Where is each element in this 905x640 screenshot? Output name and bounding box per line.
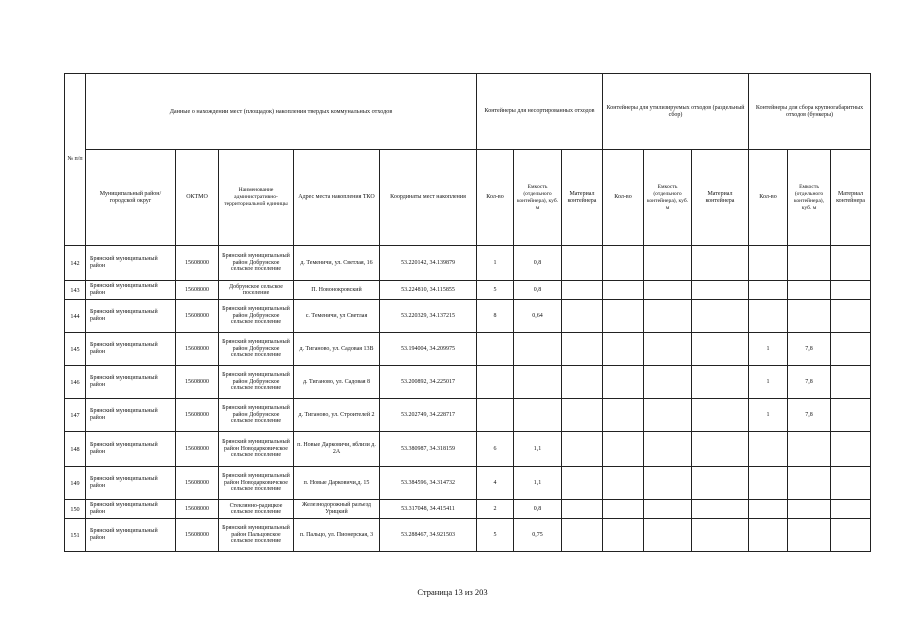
header-row-groups <box>65 74 871 150</box>
cell-coords: 53.384596, 34.314732 <box>380 467 477 500</box>
cell-qty-sorted <box>603 246 644 281</box>
table-body <box>65 246 871 552</box>
cell-district: Брянский муниципальный район <box>86 519 176 552</box>
header-num: № п/п <box>65 74 86 246</box>
cell-oktmo: 15608000 <box>176 432 219 467</box>
cell-qty-sorted <box>603 467 644 500</box>
header-coords: Координаты мест накопления <box>380 150 477 246</box>
cell-address: Железнодорожный разъезд Урицкий <box>294 500 380 519</box>
cell-material-sorted <box>692 432 749 467</box>
cell-name: Брянский муниципальный район Добрунское сельское поселение <box>219 246 294 281</box>
cell-address: д. Тиганово, ул. Садовая 8 <box>294 366 380 399</box>
cell-capacity-unsorted <box>514 366 562 399</box>
cell-oktmo: 15608000 <box>176 399 219 432</box>
cell-capacity-sorted <box>644 432 692 467</box>
cell-material-bulky <box>831 519 871 552</box>
cell-qty-sorted <box>603 333 644 366</box>
cell-name: Добрунское сельское поселение <box>219 281 294 300</box>
cell-capacity-unsorted: 0,75 <box>514 519 562 552</box>
cell-name: Брянский муниципальный район Новодарковичское сельское поселение <box>219 432 294 467</box>
header-qty-bulky: Кол-во <box>749 150 788 246</box>
cell-material-bulky <box>831 333 871 366</box>
cell-oktmo: 15608000 <box>176 500 219 519</box>
cell-capacity-unsorted: 0,8 <box>514 246 562 281</box>
waste-sites-table <box>64 73 871 552</box>
cell-qty-bulky: 1 <box>749 366 788 399</box>
cell-coords: 53.220142, 34.139879 <box>380 246 477 281</box>
cell-capacity-unsorted <box>514 399 562 432</box>
cell-num: 142 <box>65 246 86 281</box>
cell-qty-bulky <box>749 300 788 333</box>
cell-num: 146 <box>65 366 86 399</box>
cell-capacity-sorted <box>644 366 692 399</box>
cell-district: Брянский муниципальный район <box>86 300 176 333</box>
cell-coords: 53.224810, 34.115855 <box>380 281 477 300</box>
table-row <box>65 399 871 432</box>
cell-qty-sorted <box>603 519 644 552</box>
cell-name: Брянский муниципальный район Добрунское сельское поселение <box>219 399 294 432</box>
cell-oktmo: 15608000 <box>176 366 219 399</box>
cell-material-sorted <box>692 467 749 500</box>
header-qty-unsorted: Кол-во <box>477 150 514 246</box>
cell-material-bulky <box>831 500 871 519</box>
cell-num: 148 <box>65 432 86 467</box>
cell-material-bulky <box>831 246 871 281</box>
cell-qty-unsorted <box>477 366 514 399</box>
header-address: Адрес места накопления ТКО <box>294 150 380 246</box>
cell-name: Брянский муниципальный район Добрунское сельское поселение <box>219 333 294 366</box>
cell-oktmo: 15608000 <box>176 300 219 333</box>
table-row <box>65 519 871 552</box>
table-row <box>65 333 871 366</box>
cell-address: п. Новые Дарковичи, вблизи д. 2А <box>294 432 380 467</box>
cell-qty-bulky <box>749 519 788 552</box>
cell-material-bulky <box>831 366 871 399</box>
cell-material-unsorted <box>562 399 603 432</box>
header-group-location: Данные о нахождении мест (площадок) накопления твердых коммунальных отходов <box>86 74 477 150</box>
cell-material-unsorted <box>562 519 603 552</box>
cell-coords: 53.317048, 34.415411 <box>380 500 477 519</box>
cell-qty-unsorted: 5 <box>477 281 514 300</box>
cell-qty-bulky <box>749 467 788 500</box>
header-group-unsorted: Контейнеры для несортированных отходов <box>477 74 603 150</box>
cell-name: Стеклянно-радицкое сельское поселение <box>219 500 294 519</box>
cell-capacity-sorted <box>644 500 692 519</box>
cell-oktmo: 15608000 <box>176 281 219 300</box>
cell-material-sorted <box>692 519 749 552</box>
cell-capacity-bulky: 7,8 <box>788 399 831 432</box>
cell-capacity-sorted <box>644 467 692 500</box>
cell-capacity-unsorted <box>514 333 562 366</box>
cell-material-unsorted <box>562 500 603 519</box>
cell-capacity-bulky: 7,8 <box>788 366 831 399</box>
cell-num: 145 <box>65 333 86 366</box>
cell-material-sorted <box>692 333 749 366</box>
page-number: Страница 13 из 203 <box>417 587 488 597</box>
cell-qty-unsorted: 8 <box>477 300 514 333</box>
cell-num: 143 <box>65 281 86 300</box>
cell-capacity-bulky <box>788 300 831 333</box>
cell-capacity-sorted <box>644 399 692 432</box>
cell-material-sorted <box>692 246 749 281</box>
cell-qty-bulky <box>749 246 788 281</box>
cell-qty-sorted <box>603 300 644 333</box>
cell-qty-unsorted <box>477 333 514 366</box>
cell-num: 151 <box>65 519 86 552</box>
cell-material-sorted <box>692 366 749 399</box>
header-district: Муниципальный район/городской округ <box>86 150 176 246</box>
cell-qty-unsorted: 2 <box>477 500 514 519</box>
cell-name: Брянский муниципальный район Новодарковичское сельское поселение <box>219 467 294 500</box>
cell-oktmo: 15608000 <box>176 333 219 366</box>
header-capacity-bulky: Емкость (отдельного контейнера), куб. м <box>788 150 831 246</box>
cell-num: 149 <box>65 467 86 500</box>
cell-capacity-bulky <box>788 519 831 552</box>
cell-coords: 53.200892, 34.225017 <box>380 366 477 399</box>
cell-num: 150 <box>65 500 86 519</box>
cell-qty-bulky <box>749 281 788 300</box>
cell-district: Брянский муниципальный район <box>86 281 176 300</box>
cell-material-sorted <box>692 399 749 432</box>
header-material-bulky: Материал контейнера <box>831 150 871 246</box>
cell-qty-unsorted: 6 <box>477 432 514 467</box>
table-row <box>65 366 871 399</box>
header-capacity-sorted: Емкость (отдельного контейнера), куб. м <box>644 150 692 246</box>
cell-capacity-bulky <box>788 467 831 500</box>
cell-coords: 53.194004, 34.209975 <box>380 333 477 366</box>
header-material-sorted: Материал контейнера <box>692 150 749 246</box>
cell-district: Брянский муниципальный район <box>86 333 176 366</box>
cell-name: Брянский муниципальный район Пальцовское сельское поселение <box>219 519 294 552</box>
cell-material-bulky <box>831 432 871 467</box>
cell-coords: 53.220329, 34.137215 <box>380 300 477 333</box>
cell-address: д. Тиганово, ул. Строителей 2 <box>294 399 380 432</box>
header-material-unsorted: Материал контейнера <box>562 150 603 246</box>
cell-district: Брянский муниципальный район <box>86 399 176 432</box>
cell-address: п. Пальцо, ул. Пионерская, 3 <box>294 519 380 552</box>
table-row <box>65 281 871 300</box>
cell-qty-unsorted <box>477 399 514 432</box>
cell-qty-sorted <box>603 281 644 300</box>
table-row <box>65 300 871 333</box>
cell-address: д. Тиганово, ул. Садовая 13В <box>294 333 380 366</box>
header-qty-sorted: Кол-во <box>603 150 644 246</box>
cell-material-unsorted <box>562 333 603 366</box>
cell-material-bulky <box>831 281 871 300</box>
cell-material-sorted <box>692 281 749 300</box>
cell-qty-sorted <box>603 399 644 432</box>
cell-material-unsorted <box>562 467 603 500</box>
header-name: Наименование административно-территориальной единицы <box>219 150 294 246</box>
cell-qty-unsorted: 5 <box>477 519 514 552</box>
cell-oktmo: 15608000 <box>176 519 219 552</box>
cell-material-unsorted <box>562 432 603 467</box>
cell-address: с. Теменичи, ул Светлая <box>294 300 380 333</box>
cell-coords: 53.288467, 34.921503 <box>380 519 477 552</box>
cell-material-sorted <box>692 300 749 333</box>
table-row <box>65 467 871 500</box>
header-capacity-unsorted: Емкость (отдельного контейнера), куб. м <box>514 150 562 246</box>
cell-district: Брянский муниципальный район <box>86 432 176 467</box>
cell-num: 144 <box>65 300 86 333</box>
cell-capacity-unsorted: 0,8 <box>514 500 562 519</box>
cell-capacity-sorted <box>644 333 692 366</box>
cell-qty-bulky: 1 <box>749 333 788 366</box>
cell-address: д. Теменичи, ул. Светлая, 16 <box>294 246 380 281</box>
cell-capacity-bulky <box>788 246 831 281</box>
cell-material-unsorted <box>562 366 603 399</box>
cell-num: 147 <box>65 399 86 432</box>
cell-material-bulky <box>831 399 871 432</box>
cell-capacity-unsorted: 1,1 <box>514 467 562 500</box>
cell-capacity-unsorted: 0,8 <box>514 281 562 300</box>
cell-coords: 53.380987, 34.318159 <box>380 432 477 467</box>
cell-qty-bulky: 1 <box>749 399 788 432</box>
cell-material-bulky <box>831 300 871 333</box>
cell-district: Брянский муниципальный район <box>86 366 176 399</box>
cell-district: Брянский муниципальный район <box>86 246 176 281</box>
cell-qty-bulky <box>749 500 788 519</box>
cell-qty-sorted <box>603 366 644 399</box>
header-group-bulky: Контейнеры для сбора крупногабаритных отходов (бункеры) <box>749 74 871 150</box>
cell-capacity-bulky <box>788 281 831 300</box>
cell-capacity-sorted <box>644 300 692 333</box>
cell-material-unsorted <box>562 281 603 300</box>
cell-capacity-sorted <box>644 519 692 552</box>
cell-district: Брянский муниципальный район <box>86 467 176 500</box>
header-oktmo: ОКТМО <box>176 150 219 246</box>
table-row <box>65 500 871 519</box>
header-row-columns <box>65 150 871 246</box>
cell-oktmo: 15608000 <box>176 246 219 281</box>
cell-capacity-sorted <box>644 281 692 300</box>
cell-capacity-unsorted: 1,1 <box>514 432 562 467</box>
cell-capacity-sorted <box>644 246 692 281</box>
cell-coords: 53.202749, 34.228717 <box>380 399 477 432</box>
cell-oktmo: 15608000 <box>176 467 219 500</box>
cell-capacity-unsorted: 0,64 <box>514 300 562 333</box>
cell-qty-unsorted: 4 <box>477 467 514 500</box>
cell-capacity-bulky <box>788 500 831 519</box>
cell-qty-sorted <box>603 432 644 467</box>
cell-capacity-bulky: 7,8 <box>788 333 831 366</box>
cell-capacity-bulky <box>788 432 831 467</box>
cell-material-sorted <box>692 500 749 519</box>
cell-name: Брянский муниципальный район Добрунское сельское поселение <box>219 300 294 333</box>
cell-district: Брянский муниципальный район <box>86 500 176 519</box>
cell-address: П. Новонокровский <box>294 281 380 300</box>
cell-material-bulky <box>831 467 871 500</box>
cell-name: Брянский муниципальный район Добрунское сельское поселение <box>219 366 294 399</box>
header-group-sorted: Контейнеры для утилизируемых отходов (раздельный сбор) <box>603 74 749 150</box>
cell-qty-bulky <box>749 432 788 467</box>
table-row <box>65 432 871 467</box>
table-row <box>65 246 871 281</box>
cell-qty-sorted <box>603 500 644 519</box>
cell-material-unsorted <box>562 300 603 333</box>
cell-qty-unsorted: 1 <box>477 246 514 281</box>
cell-address: п. Новые Дарковичи,д. 15 <box>294 467 380 500</box>
cell-material-unsorted <box>562 246 603 281</box>
